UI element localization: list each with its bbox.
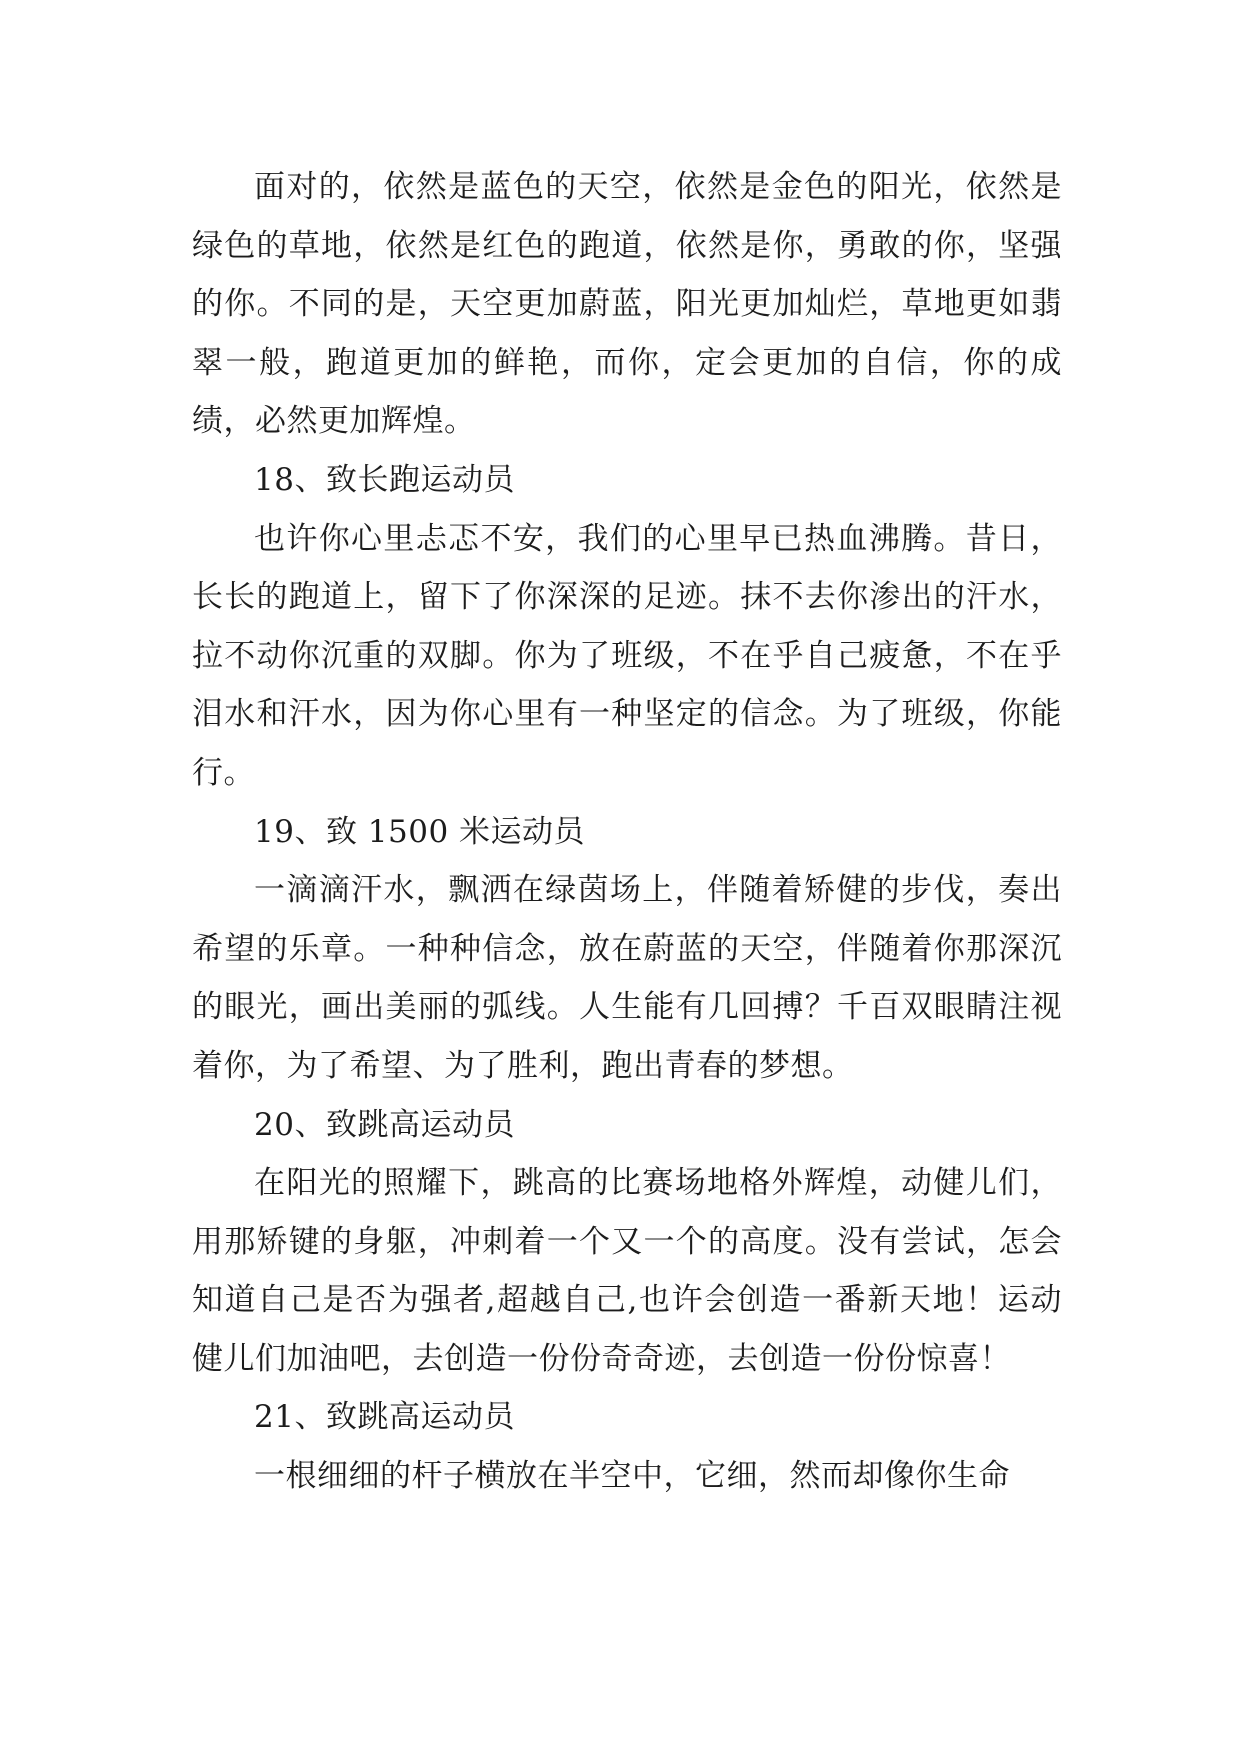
heading-19-1500m-runner: 19、致 1500 米运动员 (254, 813, 586, 850)
paragraph-closing-text: 面对的，依然是蓝色的天空，依然是金色的阳光，依然是绿色的草地，依然是红色的跑道，依然是你，勇敢的你，坚强的你。不同的是，天空更加蔚蓝，阳光更加灿烂，草地更如翡翠一般，跑道更加的鲜艳，而你，定会更加的自信，你的成绩，必然更加辉煌。 (192, 169, 1062, 440)
paragraph-high-jumper-bar: 一根细细的杆子横放在半空中，它细，然而却像你生命 (254, 1458, 1010, 1495)
paragraph-long-distance-runner: 也许你心里忐忑不安，我们的心里早已热血沸腾。昔日，长长的跑道上，留下了你深深的足迹。抹不去你渗出的汗水，拉不动你沉重的双脚。你为了班级，不在乎自己疲惫，不在乎泪水和汗水，因为你心里有一种坚定的信念。为了班级，你能行。 (192, 520, 1062, 791)
paragraph-high-jumper: 在阳光的照耀下，跳高的比赛场地格外辉煌，动健儿们，用那矫键的身躯，冲刺着一个又一个的高度。没有尝试，怎会知道自己是否为强者,超越自己,也许会创造一番新天地！运动健儿们加油吧，去创造一份份奇奇迹，去创造一份份惊喜！ (192, 1165, 1062, 1377)
heading-18-long-distance-runner: 18、致长跑运动员 (254, 461, 515, 498)
heading-20-high-jumper: 20、致跳高运动员 (254, 1106, 515, 1143)
paragraph-1500m-runner: 一滴滴汗水，飘洒在绿茵场上，伴随着矫健的步伐，奏出希望的乐章。一种种信念，放在蔚蓝的天空，伴随着你那深沉的眼光，画出美丽的弧线。人生能有几回搏？千百双眼睛注视着你，为了希望、为了胜利，跑出青春的梦想。 (192, 872, 1062, 1084)
document-body (192, 158, 1062, 1506)
heading-21-high-jumper: 21、致跳高运动员 (254, 1399, 515, 1436)
